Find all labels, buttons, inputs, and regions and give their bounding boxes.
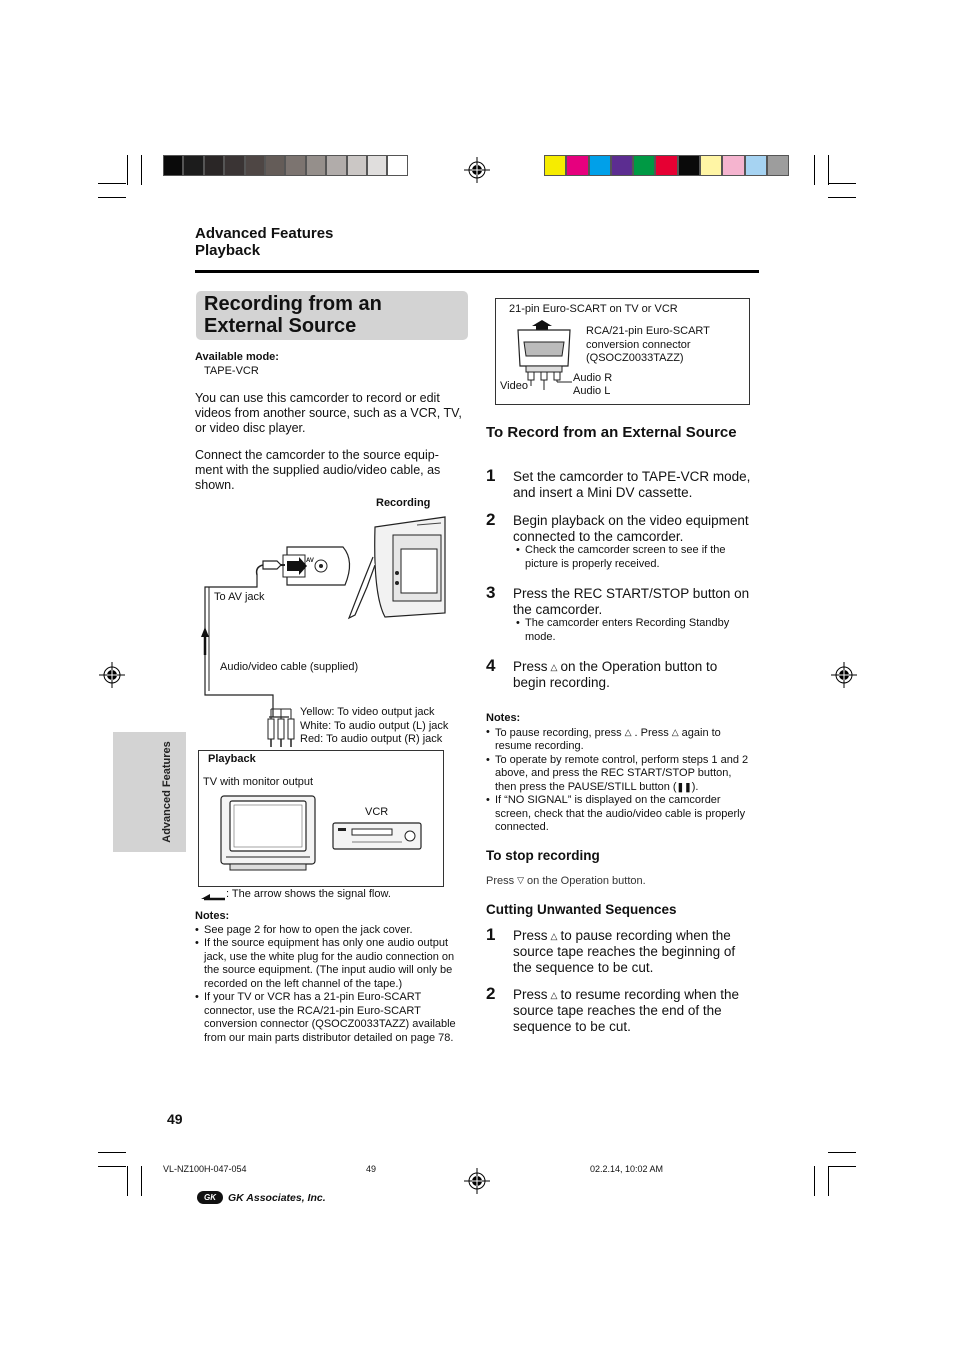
step-text-before: Press: [513, 987, 548, 1002]
step-number: 1: [486, 925, 496, 944]
color-swatch: [285, 155, 305, 176]
camcorder-illustration: [349, 517, 445, 618]
sidebar-tab: [113, 732, 186, 852]
step-text-before: Press: [513, 659, 548, 674]
step-number: 3: [486, 583, 496, 602]
note-text: To operate by remote control, perform steps 1 and 2 above, and press the REC START/STOP button, then press the PAUSE/STILL button (: [495, 753, 749, 793]
left-notes-heading: Notes:: [195, 910, 230, 922]
scart-video-label: Video: [500, 380, 528, 392]
crop-mark: [828, 197, 856, 198]
color-swatch: [347, 155, 367, 176]
footer-file: VL-NZ100H-047-054: [163, 1164, 247, 1174]
step-number: 2: [486, 984, 496, 1003]
gk-logo-icon: GK: [197, 1191, 223, 1204]
tv-illustration: [220, 795, 316, 871]
crop-mark: [828, 155, 829, 185]
footer-logo: [197, 1191, 326, 1204]
step-number: 2: [486, 510, 496, 529]
left-notes-list: [195, 924, 470, 1046]
step-text-after: to pause recording when the source tape reaches the beginning of the sequence to be cut.: [513, 928, 736, 975]
registration-mark-icon: [464, 157, 490, 183]
step-text: Press the REC START/STOP button on the camcorder.: [513, 586, 750, 617]
header-rule: [195, 270, 759, 273]
pause-icon: ❚❚: [676, 781, 692, 792]
vcr-label: VCR: [365, 806, 389, 818]
triangle-up-icon: △: [550, 990, 558, 1000]
page-title: [204, 294, 382, 337]
step-number: 4: [486, 656, 496, 675]
left-notes: [195, 910, 470, 1045]
color-swatch: [245, 155, 265, 176]
color-swatch: [163, 155, 183, 176]
step-text-after: to resume recording when the source tape reaches the end of the sequence to be cut.: [513, 987, 740, 1034]
section-title: Advanced Features: [195, 225, 334, 242]
color-swatch: [655, 155, 677, 176]
available-mode-label: Available mode:: [195, 351, 279, 363]
signal-arrow-icon: [200, 892, 226, 902]
crop-mark: [98, 197, 126, 198]
av-plug: [257, 561, 285, 575]
color-swatch: [633, 155, 655, 176]
crop-mark: [141, 1166, 142, 1196]
color-swatch: [678, 155, 700, 176]
to-av-jack-label: To AV jack: [214, 591, 265, 603]
plug-label-red: Red: To audio output (R) jack: [300, 733, 443, 745]
color-swatch: [544, 155, 566, 176]
step-bullet: [513, 617, 748, 644]
step-bullet-text: • The camcorder enters Recording Standby mode.: [525, 617, 748, 644]
right-note-item: [495, 726, 751, 754]
color-swatch: [767, 155, 789, 176]
step-number: 1: [486, 466, 496, 485]
triangle-up-icon: △: [550, 662, 558, 672]
cable-label: Audio/video cable (supplied): [220, 661, 359, 673]
color-swatch: [745, 155, 767, 176]
process-color-bar: [544, 155, 789, 176]
left-note-item: • If your TV or VCR has a 21-pin Euro-SCART connector, use the RCA/21-pin Euro-SCART conversion connector (QSOCZ0033TAZZ) available from our main parts distributor detailed on page 78.: [204, 991, 470, 1045]
vcr-illustration: [332, 820, 422, 852]
right-note-item: [495, 754, 751, 795]
step-text: Set the camcorder to TAPE-VCR mode, and insert a Mini DV cassette.: [513, 469, 751, 500]
color-swatch: [611, 155, 633, 176]
step-text: Begin playback on the video equipment connected to the camcorder.: [513, 513, 749, 544]
available-mode-value: TAPE-VCR: [204, 364, 259, 377]
subsection-title: Playback: [195, 242, 261, 259]
note-text: To pause recording, press: [495, 726, 622, 739]
step-text: [513, 659, 748, 691]
crop-mark: [98, 183, 126, 184]
registration-mark-icon: [99, 662, 125, 688]
note-text: again to resume recording.: [495, 726, 721, 752]
available-mode: [195, 351, 279, 378]
intro-paragraph-1: You can use this camcorder to record or edit videos from another source, such as a VCR, TV, or video disc player.: [195, 391, 462, 435]
footer-date: 02.2.14, 10:02 AM: [590, 1164, 664, 1174]
stop-section-text: [486, 874, 646, 889]
crop-mark: [98, 1166, 126, 1167]
page-number: 49: [167, 1111, 183, 1127]
plug-label-white: White: To audio output (L) jack: [300, 719, 449, 732]
scart-box-title: 21-pin Euro-SCART on TV or VCR: [509, 303, 678, 315]
plug-label-yellow: Yellow: To video output jack: [300, 706, 435, 718]
tv-label: TV with monitor output: [203, 776, 314, 788]
page-title-line2: External Source: [204, 314, 357, 337]
left-note-item: • See page 2 for how to open the jack cover.: [204, 924, 470, 938]
crop-mark: [814, 155, 815, 185]
color-swatch: [265, 155, 285, 176]
color-swatch: [700, 155, 722, 176]
rca-plugs: [268, 709, 294, 747]
crop-mark: [141, 155, 142, 185]
note-text: . Press: [634, 726, 669, 739]
stop-section-heading: To stop recording: [486, 848, 600, 863]
intro-paragraph-2: Connect the camcorder to the source equip-ment with the supplied audio/video cable, as shown.: [195, 448, 441, 492]
crop-mark: [127, 1166, 128, 1196]
record-section-heading: To Record from an External Source: [486, 424, 737, 441]
cutting-step-text: [513, 987, 753, 1035]
color-swatch: [387, 155, 407, 176]
crop-mark: [828, 1166, 856, 1167]
triangle-up-icon: △: [624, 726, 632, 737]
plug-labels: [300, 706, 448, 747]
step-text-after: on the Operation button to begin recording.: [513, 659, 718, 690]
triangle-up-icon: △: [550, 931, 558, 941]
crop-mark: [828, 183, 856, 184]
right-note-item: • If “NO SIGNAL” is displayed on the camcorder screen, check that the audio/video cable is properly connected.: [495, 794, 751, 835]
crop-mark: [127, 155, 128, 185]
registration-mark-icon: [464, 1168, 490, 1194]
step-text-before: Press: [513, 928, 548, 943]
right-notes-heading: Notes:: [486, 712, 521, 724]
stop-text-before: Press: [486, 875, 515, 887]
right-notes-list: [486, 726, 751, 835]
right-notes: [486, 712, 751, 835]
registration-mark-icon: [831, 662, 857, 688]
cutting-step-text: [513, 928, 753, 976]
step-bullet-text: • Check the camcorder screen to see if the picture is properly received.: [525, 544, 748, 571]
scart-connector-label: RCA/21-pin Euro-SCART conversion connector (QSOCZ0033TAZZ): [586, 325, 710, 364]
scart-audio-l-label: Audio L: [573, 385, 611, 397]
crop-mark: [828, 1152, 856, 1153]
crop-mark: [828, 1166, 829, 1196]
section-header: [195, 225, 333, 259]
triangle-down-icon: ▽: [517, 875, 525, 885]
footer-logo-text: GK Associates, Inc.: [228, 1191, 326, 1204]
page-title-line1: Recording from an: [204, 293, 382, 315]
color-swatch: [589, 155, 611, 176]
left-note-item: • If the source equipment has only one audio output jack, use the white plug for the audio connection on the source equipment. (The input audio will only be recorded on the left channel of the tape.): [204, 937, 470, 991]
color-swatch: [566, 155, 588, 176]
stop-text-after: on the Operation button.: [527, 875, 646, 887]
color-swatch: [326, 155, 346, 176]
av-jack-label: AV: [306, 558, 314, 564]
av-jack-detail: [283, 547, 350, 585]
cutting-section-heading: Cutting Unwanted Sequences: [486, 902, 677, 917]
recording-label: Recording: [376, 497, 431, 509]
crop-mark: [814, 1166, 815, 1196]
note-text: ).: [691, 780, 699, 793]
step-bullet: [513, 544, 748, 571]
triangle-up-icon: △: [671, 726, 679, 737]
sidebar-tab-label: Advanced Features: [161, 741, 173, 843]
footer-page: 49: [366, 1164, 377, 1174]
color-swatch: [722, 155, 744, 176]
playback-label: Playback: [208, 753, 256, 765]
scart-audio-r-label: Audio R: [573, 372, 613, 384]
color-swatch: [306, 155, 326, 176]
color-swatch: [204, 155, 224, 176]
arrow-note: : The arrow shows the signal flow.: [226, 888, 391, 900]
gray-color-bar: [163, 155, 408, 176]
color-swatch: [367, 155, 387, 176]
color-swatch: [224, 155, 244, 176]
color-swatch: [183, 155, 203, 176]
crop-mark: [98, 1152, 126, 1153]
